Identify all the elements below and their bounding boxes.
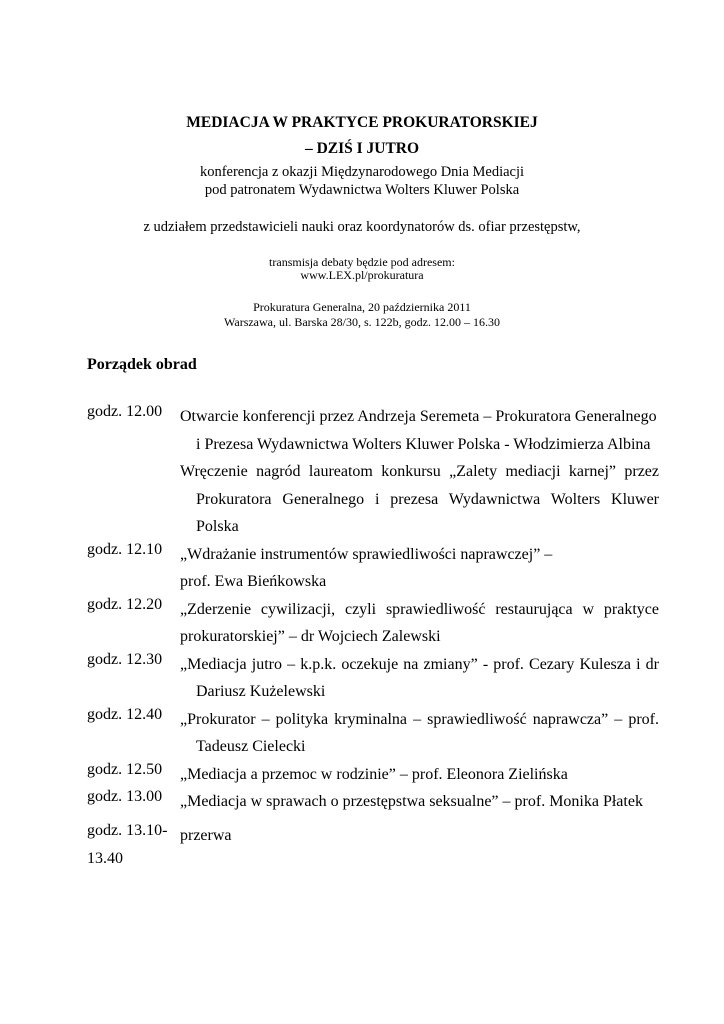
agenda-time: godz. 12.10 (87, 540, 163, 558)
agenda-time: godz. 13.10- (87, 821, 168, 839)
agenda-description (180, 651, 659, 706)
agenda-item (87, 706, 659, 761)
agenda-line: prokuratorskiej” – dr Wojciech Zalewski (180, 628, 441, 645)
subtitle-line-1: konferencja z okazji Międzynarodowego Dnia Mediacji (199, 164, 525, 180)
agenda-description (180, 596, 659, 651)
agenda-list (87, 403, 659, 878)
agenda-description (180, 788, 659, 816)
agenda-description (180, 761, 659, 789)
agenda-item (87, 761, 659, 789)
location-line-1: Prokuratura Generalna, 20 października 2011 (253, 300, 471, 314)
agenda-line: „Mediacja a przemoc w rodzinie” – prof. Eleonora Zielińska (180, 765, 568, 783)
agenda-item (87, 788, 659, 816)
agenda-line: „Mediacja w sprawach o przestępstwa seksualne” – prof. Monika Płatek (180, 793, 643, 810)
transmission-url: www.LEX.pl/prokuratura (300, 268, 424, 282)
agenda-line: Otwarcie konferencji przez Andrzeja Seremeta – Prokuratora Generalnego (180, 408, 657, 425)
subtitle-line-2: pod patronatem Wydawnictwa Wolters Kluwer Polska (204, 182, 520, 198)
agenda-line: „Mediacja jutro – k.p.k. oczekuje na zmiany” - prof. Cezary Kulesza i dr (180, 655, 659, 673)
agenda-item (87, 651, 659, 706)
agenda-line: Polska (196, 518, 239, 535)
participants-line: z udziałem przedstawicieli nauki oraz koordynatorów ds. ofiar przestępstw, (143, 219, 581, 235)
agenda-description (180, 541, 659, 596)
agenda-description (180, 706, 659, 761)
agenda-item (87, 403, 659, 541)
agenda-item (87, 541, 659, 596)
agenda-line: Wręczenie nagród laureatom konkursu „Zalety mediacji karnej” przez (180, 463, 659, 480)
agenda-time: godz. 13.00 (87, 788, 163, 805)
agenda-line: przerwa (180, 826, 232, 844)
transmission-line-1: transmisja debaty będzie pod adresem: (269, 255, 455, 269)
agenda-heading: Porządek obrad (87, 356, 197, 373)
agenda-line: Tadeusz Cielecki (196, 738, 306, 755)
agenda-time: godz. 12.40 (87, 705, 163, 723)
agenda-time: godz. 12.00 (87, 403, 163, 420)
agenda-line: prof. Ewa Bieńkowska (180, 573, 327, 590)
agenda-time: godz. 12.50 (87, 760, 163, 778)
agenda-line: Prokuratora Generalnego i prezesa Wydawnictwa Wolters Kluwer (196, 490, 659, 508)
title-line-1: MEDIACJA W PRAKTYCE PROKURATORSKIEJ (186, 114, 538, 131)
location-line-2: Warszawa, ul. Barska 28/30, s. 122b, godz. 12.00 – 16.30 (224, 315, 500, 329)
agenda-time: godz. 12.30 (87, 650, 163, 668)
agenda-line: Dariusz Kużelewski (196, 683, 326, 700)
agenda-line: i Prezesa Wydawnictwa Wolters Kluwer Polska - Włodzimierza Albina (196, 435, 651, 453)
agenda-time: godz. 12.20 (87, 595, 163, 613)
agenda-item (87, 596, 659, 651)
agenda-line: „Prokurator – polityka kryminalna – sprawiedliwość naprawcza” – prof. (180, 710, 659, 728)
agenda-description (180, 403, 659, 541)
agenda-line: „Wdrażanie instrumentów sprawiedliwości naprawczej” – (180, 545, 553, 563)
agenda-item (87, 822, 659, 878)
agenda-line: „Zderzenie cywilizacji, czyli sprawiedliwość restaurująca w praktyce (180, 600, 659, 618)
agenda-description (180, 822, 659, 850)
title-line-2: – DZIŚ I JUTRO (304, 140, 420, 157)
agenda-time-end: 13.40 (87, 849, 123, 867)
